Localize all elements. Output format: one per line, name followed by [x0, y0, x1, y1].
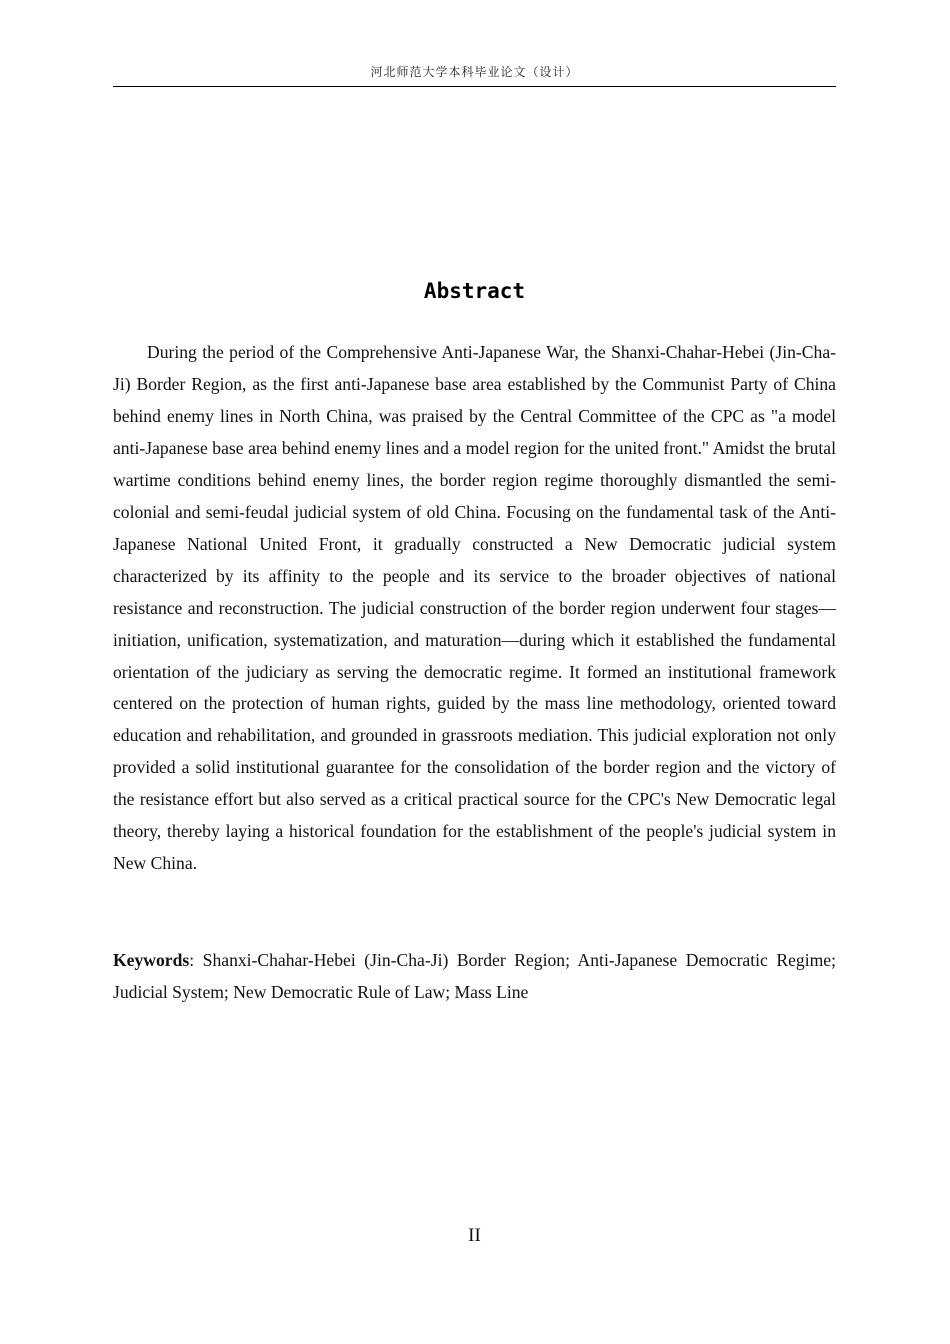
- keywords-text: Shanxi-Chahar-Hebei (Jin-Cha-Ji) Border Region; Anti-Japanese Democratic Regime; Judicial System; New Democratic Rule of Law; Mass Line: [113, 950, 836, 1002]
- page-number: II: [468, 1225, 481, 1246]
- keywords-label: Keywords: [113, 950, 190, 970]
- keywords-line: [113, 944, 836, 1008]
- keywords-separator: :: [189, 950, 203, 970]
- running-header: 河北师范大学本科毕业论文（设计）: [113, 62, 836, 87]
- abstract-paragraph: During the period of the Comprehensive Anti-Japanese War, the Shanxi-Chahar-Hebei (Jin-Cha-Ji) Border Region, as the first anti-Japanese base area established by the Communist Party of China behind enemy lines in North China, was praised by the Central Committee of the CPC as "a model anti-Japanese base area behind enemy lines and a model region for the united front." Amidst the brutal wartime conditions behind enemy lines, the border region regime thoroughly dismantled the semi-colonial and semi-feudal judicial system of old China. Focusing on the fundamental task of the Anti-Japanese National United Front, it gradually constructed a New Democratic judicial system characterized by its affinity to the people and its service to the broader objectives of national resistance and reconstruction. The judicial construction of the border region underwent four stages—initiation, unification, systematization, and maturation—during which it established the fundamental orientation of the judiciary as serving the democratic regime. It formed an institutional framework centered on the protection of human rights, guided by the mass line methodology, oriented toward education and rehabilitation, and grounded in grassroots mediation. This judicial exploration not only provided a solid institutional guarantee for the consolidation of the border region and the victory of the resistance effort but also served as a critical practical source for the CPC's New Democratic legal theory, thereby laying a historical foundation for the establishment of the people's judicial system in New China.: [113, 342, 836, 874]
- abstract-heading: Abstract: [423, 279, 526, 303]
